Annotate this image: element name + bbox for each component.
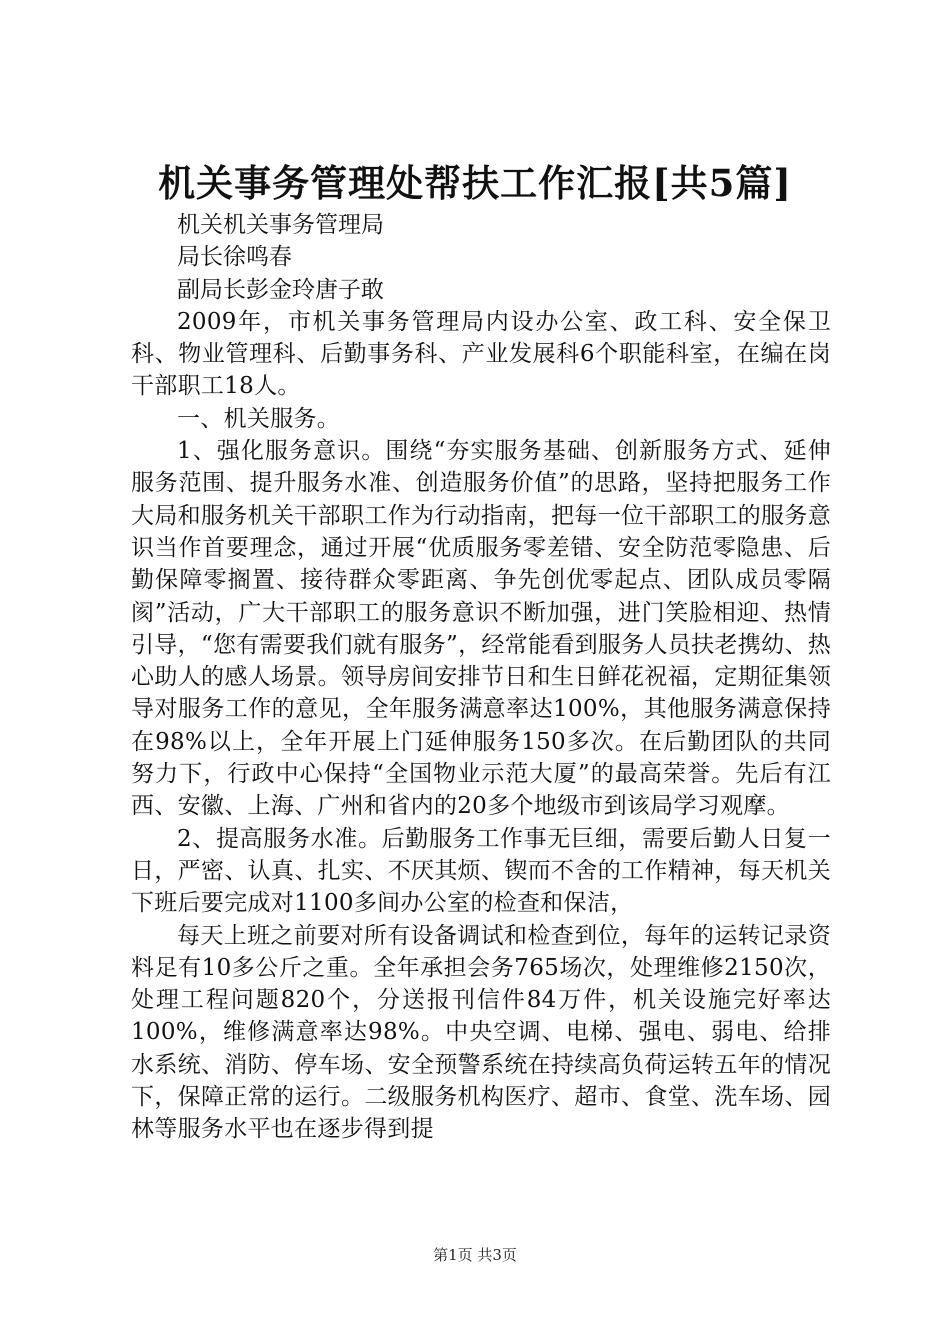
paragraph-overview: 2009年，市机关事务管理局内设办公室、政工科、安全保卫科、物业管理科、后勤事务科、产业发展科6个职能科室，在编在岗干部职工18人。 [131, 308, 831, 400]
paragraph-service-awareness: 1、强化服务意识。围绕“夯实服务基础、创新服务方式、延伸服务范围、提升服务水准、创造服务价值”的思路，坚持把服务工作大局和服务机关干部职工作为行动指南，把每一位干部职工的服务意识当作首要理念，通过开展“优质服务零差错、安全防范零隐患、后勤保障零搁置、接待群众零距离、争先创优零起点、团队成员零隔阂”活动，广大干部职工的服务意识不断加强，进门笑脸相迎、热情引导，“您有需要我们就有服务”，经常能看到服务人员扶老携幼、热心助人的感人场景。领导房间安排节日和生日鲜花祝福，定期征集领导对服务工作的意见，全年服务满意率达100%，其他服务满意保持在98%以上，全年开展上门延伸服务150多次。在后勤团队的共同努力下，行政中心保持“全国物业示范大厦”的最高荣誉。先后有江西、安徽、上海、广州和省内的20多个地级市到该局学习观摩。 [131, 438, 831, 820]
document-title: 机关事务管理处帮扶工作汇报[共5篇] [158, 161, 792, 205]
paragraph-service-standard: 2、提高服务水准。后勤服务工作事无巨细，需要后勤人日复一日，严密、认真、扎实、不厌其烦、锲而不舍的工作精神，每天机关下班后要完成对1100多间办公室的检查和保洁， [131, 825, 831, 917]
section-heading-service: 一、机关服务。 [177, 405, 341, 432]
page-number-footer: 第1页 共3页 [433, 1246, 517, 1264]
paragraph-daily-work: 每天上班之前要对所有设备调试和检查到位，每年的运转记录资料足有10多公斤之重。全年承担会务765场次，处理维修2150次，处理工程问题820个，分送报刊信件84万件，机关设施完好率达100%，维修满意率达98%。中央空调、电梯、强电、弱电、给排水系统、消防、停车场、安全预警系统在持续高负荷运转五年的情况下，保障正常的运行。二级服务机构医疗、超市、食堂、洗车场、园林等服务水平也在逐步得到提 [131, 922, 831, 1143]
document-body [131, 209, 831, 1146]
header-line-deputies: 副局长彭金玲唐子敢 [177, 276, 384, 303]
header-line-director: 局长徐鸣春 [177, 244, 292, 271]
header-line-org: 机关机关事务管理局 [177, 212, 384, 238]
